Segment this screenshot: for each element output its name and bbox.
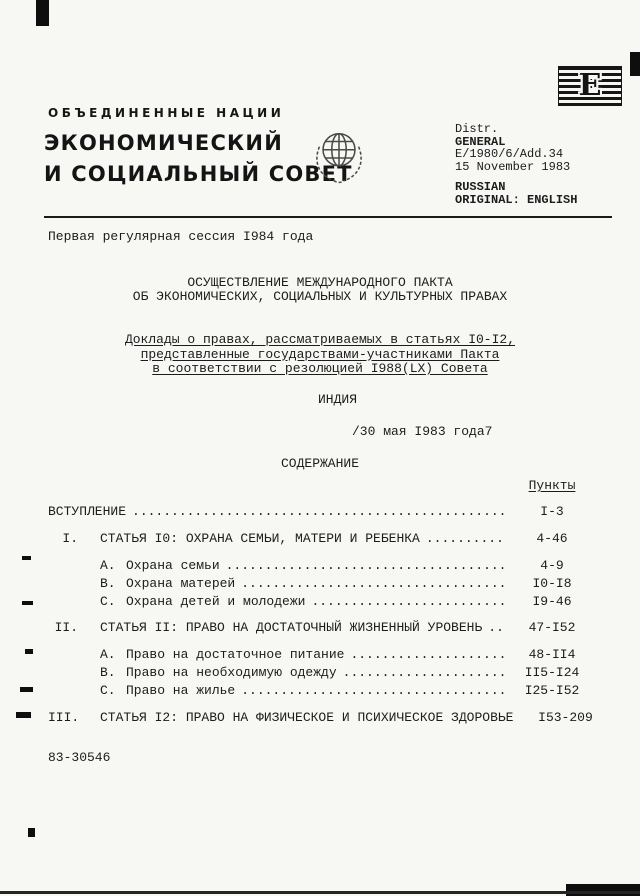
original-language: ORIGINAL: ENGLISH — [455, 192, 578, 207]
toc-item-number: II. — [54, 620, 78, 635]
toc-item-label: Охрана детей и молодежи — [126, 594, 306, 609]
title-line1: ОСУЩЕСТВЛЕНИЕ МЕЖДУНАРОДНОГО ПАКТА — [187, 275, 453, 290]
toc-row-article12 — [48, 709, 592, 727]
toc-item-paragraphs: 47-I52 — [528, 620, 576, 635]
toc-item-number: III. — [48, 710, 80, 725]
united-nations-label: ОБЪЕДИНЕННЫЕ НАЦИИ — [48, 106, 285, 120]
toc-item-paragraphs: 48-II4 — [528, 647, 576, 662]
toc-row-article10 — [48, 530, 592, 548]
dot-leader — [426, 530, 506, 548]
dot-leader — [350, 646, 506, 664]
scan-artifact-bottom-bar — [566, 884, 640, 896]
contents-heading: СОДЕРЖАНИЕ — [281, 456, 360, 471]
toc-item-number: С. — [100, 683, 116, 698]
dot-leader — [311, 593, 506, 611]
toc-row — [48, 664, 592, 682]
council-title-line1: ЭКОНОМИЧЕСКИЙ — [44, 131, 283, 155]
toc-item-paragraphs: I9-46 — [532, 594, 572, 609]
title-line2: ОБ ЭКОНОМИЧЕСКИХ, СОЦИАЛЬНЫХ И КУЛЬТУРНЫХ ПРАВАХ — [132, 289, 508, 304]
document-language: RUSSIAN — [455, 180, 506, 194]
toc-item-label: Право на жилье — [126, 683, 236, 698]
scan-artifact-top-left — [36, 0, 49, 26]
scan-artifact-left-margin — [22, 601, 33, 605]
toc-row — [48, 682, 592, 700]
stamp-letter: E — [578, 68, 602, 103]
toc-item-paragraphs: 4-46 — [536, 531, 568, 546]
toc-item-number: I. — [62, 531, 78, 546]
dot-leader — [226, 557, 506, 575]
scan-artifact-left-margin — [16, 712, 31, 718]
toc-item-label: Охрана матерей — [126, 576, 236, 591]
scan-artifact-bottom-left — [28, 828, 35, 837]
subtitle-line3: в соответствии с резолюцией I988(LX) Совета — [152, 361, 488, 376]
toc-item-number: В. — [100, 665, 116, 680]
toc-row — [48, 646, 592, 664]
toc-item-paragraphs: I53-209 — [538, 710, 593, 725]
paragraphs-column-header: Пункты — [528, 478, 576, 493]
dot-leader — [241, 682, 506, 700]
dot-leader — [488, 619, 506, 637]
distribution-block — [455, 123, 577, 206]
document-reference-code: 83-30546 — [48, 750, 111, 765]
document-subtitle — [0, 333, 640, 377]
dot-leader — [132, 503, 506, 521]
toc-row-article11 — [48, 619, 592, 637]
toc-row — [48, 557, 592, 575]
toc-item-number: А. — [100, 558, 116, 573]
toc-row — [48, 593, 592, 611]
toc-item-label: СТАТЬЯ II: ПРАВО НА ДОСТАТОЧНЫЙ ЖИЗНЕННЫЙ УРОВЕНЬ — [100, 620, 483, 635]
distr-type: GENERAL — [455, 134, 506, 149]
toc-item-label: СТАТЬЯ I2: ПРАВО НА ФИЗИЧЕСКОЕ И ПСИХИЧЕСКОЕ ЗДОРОВЬЕ — [100, 710, 514, 725]
toc-item-label: Право на необходимую одежду — [126, 665, 337, 680]
distr-label: Distr. — [455, 122, 499, 136]
toc-item-number: С. — [100, 594, 116, 609]
toc-item-label: Право на достаточное питание — [126, 647, 345, 662]
toc-item-paragraphs: I0-I8 — [532, 576, 572, 591]
scan-artifact-bottom-edge — [0, 891, 640, 894]
council-title-line2: И СОЦИАЛЬНЫЙ СОВЕТ — [44, 162, 353, 186]
toc-item-label: СТАТЬЯ I0: ОХРАНА СЕМЬИ, МАТЕРИ И РЕБЕНКА — [100, 531, 420, 546]
scan-artifact-left-margin — [20, 687, 33, 692]
document-date: 15 November 1983 — [455, 159, 571, 174]
toc-item-paragraphs: I25-I52 — [524, 683, 580, 698]
subtitle-line1: Доклады о правах, рассматриваемых в статьях I0-I2, — [124, 332, 516, 347]
dot-leader — [343, 664, 506, 682]
toc-item-paragraphs: II5-I24 — [524, 665, 580, 680]
country-name: ИНДИЯ — [318, 392, 358, 407]
scan-artifact-top-right — [630, 52, 640, 76]
toc-row — [48, 575, 592, 593]
toc-item-label: ВСТУПЛЕНИЕ — [48, 504, 127, 519]
toc-item-label: Охрана семьи — [126, 558, 220, 573]
e-document-stamp — [558, 66, 622, 106]
toc-item-paragraphs: I-3 — [540, 504, 564, 519]
scan-artifact-left-margin — [22, 556, 31, 560]
bracketed-date: /30 мая I983 года7 — [352, 424, 493, 439]
un-emblem-icon — [306, 124, 372, 194]
subtitle-line2: представленные государствами-участниками Пакта — [140, 346, 500, 362]
toc-item-number: А. — [100, 647, 116, 662]
dot-leader — [241, 575, 506, 593]
document-symbol: E/1980/6/Add.34 — [455, 147, 564, 161]
table-of-contents — [48, 503, 592, 727]
toc-row-introduction — [48, 503, 592, 521]
toc-item-paragraphs: 4-9 — [540, 558, 564, 573]
toc-item-number: В. — [100, 576, 116, 591]
header-divider — [44, 216, 612, 218]
scan-artifact-left-margin — [25, 649, 33, 654]
session-line: Первая регулярная сессия I984 года — [48, 229, 314, 244]
document-title — [0, 276, 640, 304]
